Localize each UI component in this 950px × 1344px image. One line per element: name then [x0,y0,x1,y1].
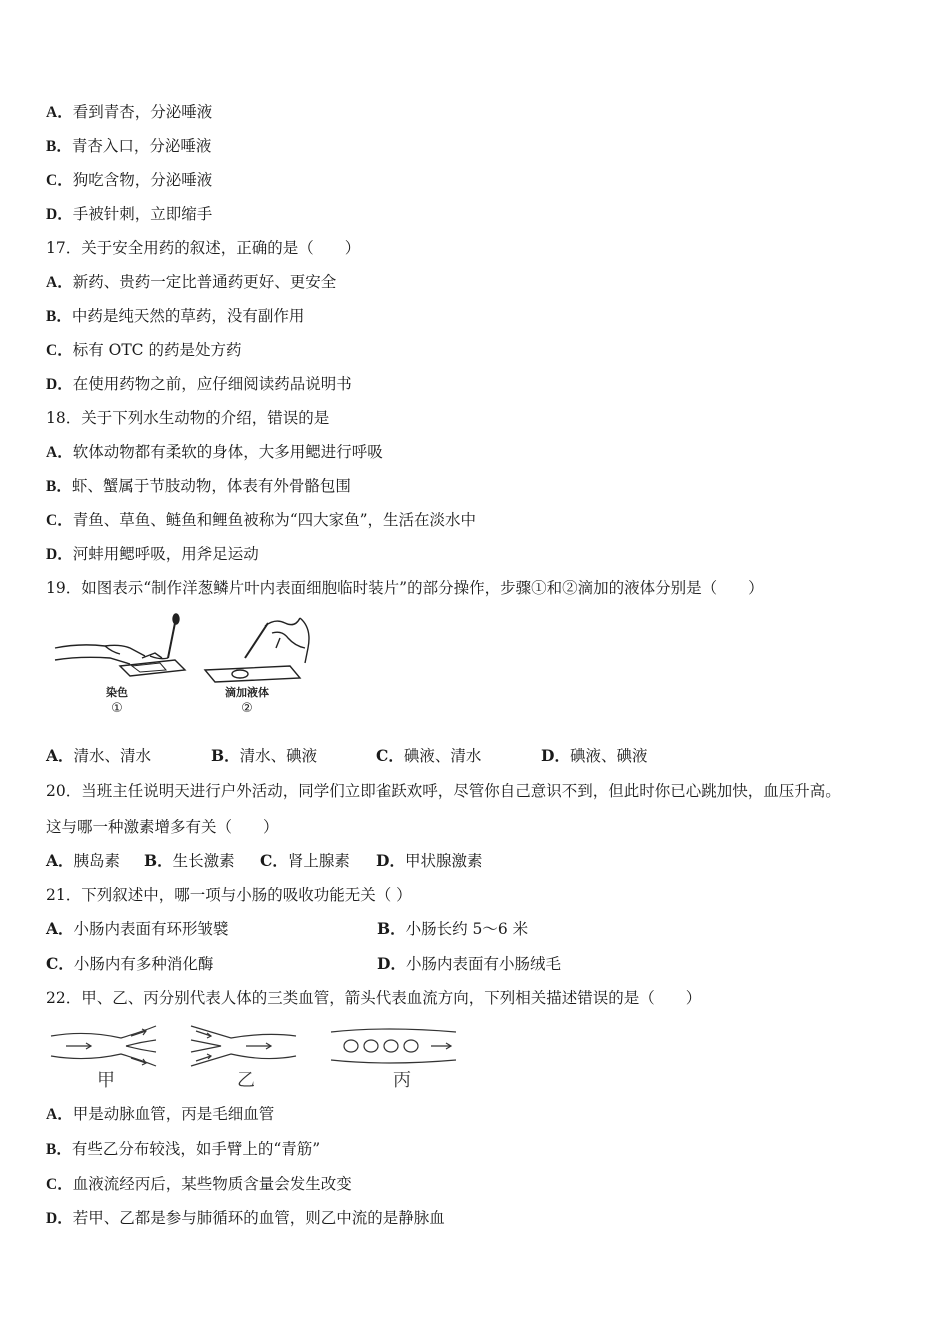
q17-option-b: B．中药是纯天然的草药，没有副作用 [46,307,305,325]
q18-stem: 18．关于下列水生动物的介绍，错误的是 [46,409,330,427]
q21-stem: 21．下列叙述中，哪一项与小肠的吸收功能无关（ ） [46,886,412,904]
q20-option-c: C．肾上腺素 [260,851,350,870]
q19-figure [50,608,320,718]
q19-option-b: B．清水、碘液 [211,746,318,765]
q20-options [46,851,482,871]
fig-num-1: ① [111,701,123,716]
vessel-yi-illustration [191,1026,296,1066]
q16-option-a: A．看到青杏，分泌唾液 [46,103,213,121]
vessel-jia-illustration [51,1026,156,1066]
q21-option-c: C．小肠内有多种消化酶 [46,954,214,973]
q21-option-b: B．小肠长约 5～6 米 [377,919,529,938]
q22-option-d: D．若甲、乙都是参与肺循环的血管，则乙中流的是静脉血 [46,1209,445,1227]
q18-option-b: B．虾、蟹属于节肢动物，体表有外骨骼包围 [46,477,351,495]
fig-label-yi: 乙 [237,1070,255,1091]
q19-option-d: D．碘液、碘液 [541,746,648,765]
q17-option-a: A．新药、贵药一定比普通药更好、更安全 [46,273,337,291]
q16-option-d: D．手被针刺，立即缩手 [46,205,213,223]
staining-illustration [55,614,185,676]
q19-option-c: C．碘液、清水 [376,746,482,765]
q16-option-c: C．狗吃含物，分泌唾液 [46,171,213,189]
adding-liquid-illustration [205,618,309,682]
q20-option-b: B．生长激素 [144,851,235,870]
q18-option-c: C．青鱼、草鱼、鲢鱼和鲤鱼被称为“四大家鱼”，生活在淡水中 [46,511,477,529]
fig-num-2: ② [241,701,253,716]
q19-options [46,746,647,766]
q20-stem-line2: 这与哪一种激素增多有关（ ） [46,818,279,836]
vessel-bing-illustration [331,1029,456,1063]
q21-options-row2 [46,954,561,974]
q21-options-row1 [46,919,528,939]
q21-option-a: A．小肠内表面有环形皱襞 [46,919,229,938]
q18-option-d: D．河蚌用鳃呼吸，用斧足运动 [46,545,259,563]
q17-stem: 17．关于安全用药的叙述，正确的是（ ） [46,239,361,257]
q20-stem-line1: 20．当班主任说明天进行户外活动，同学们立即雀跃欢呼，尽管你自己意识不到，但此时你已心跳加快，血压升高。 [46,782,841,800]
q22-option-b: B．有些乙分布较浅，如手臂上的“青筋” [46,1140,321,1158]
q18-option-a: A．软体动物都有柔软的身体，大多用鳃进行呼吸 [46,443,383,461]
q16-option-b: B．青杏入口，分泌唾液 [46,137,212,155]
q21-option-d: D．小肠内表面有小肠绒毛 [377,954,561,973]
fig-label-adding-liquid: 滴加液体 [225,686,269,699]
q19-stem: 19．如图表示“制作洋葱鳞片叶内表面细胞临时装片”的部分操作，步骤①和②滴加的液体分别是（ ） [46,579,764,597]
q20-option-d: D．甲状腺激素 [376,851,483,870]
fig-label-staining: 染色 [106,686,128,699]
q17-option-c: C．标有 OTC 的药是处方药 [46,341,242,359]
fig-label-jia: 甲 [97,1070,115,1091]
fig-label-bing: 丙 [393,1070,411,1091]
q20-option-a: A．胰岛素 [46,851,121,870]
q22-figure [46,1018,466,1093]
q22-stem: 22．甲、乙、丙分别代表人体的三类血管，箭头代表血流方向，下列相关描述错误的是（ ） [46,989,702,1007]
q19-option-a: A．清水、清水 [46,746,152,765]
q17-option-d: D．在使用药物之前，应仔细阅读药品说明书 [46,375,352,393]
q22-option-c: C．血液流经丙后，某些物质含量会发生改变 [46,1175,352,1193]
q22-option-a: A．甲是动脉血管，丙是毛细血管 [46,1105,275,1123]
